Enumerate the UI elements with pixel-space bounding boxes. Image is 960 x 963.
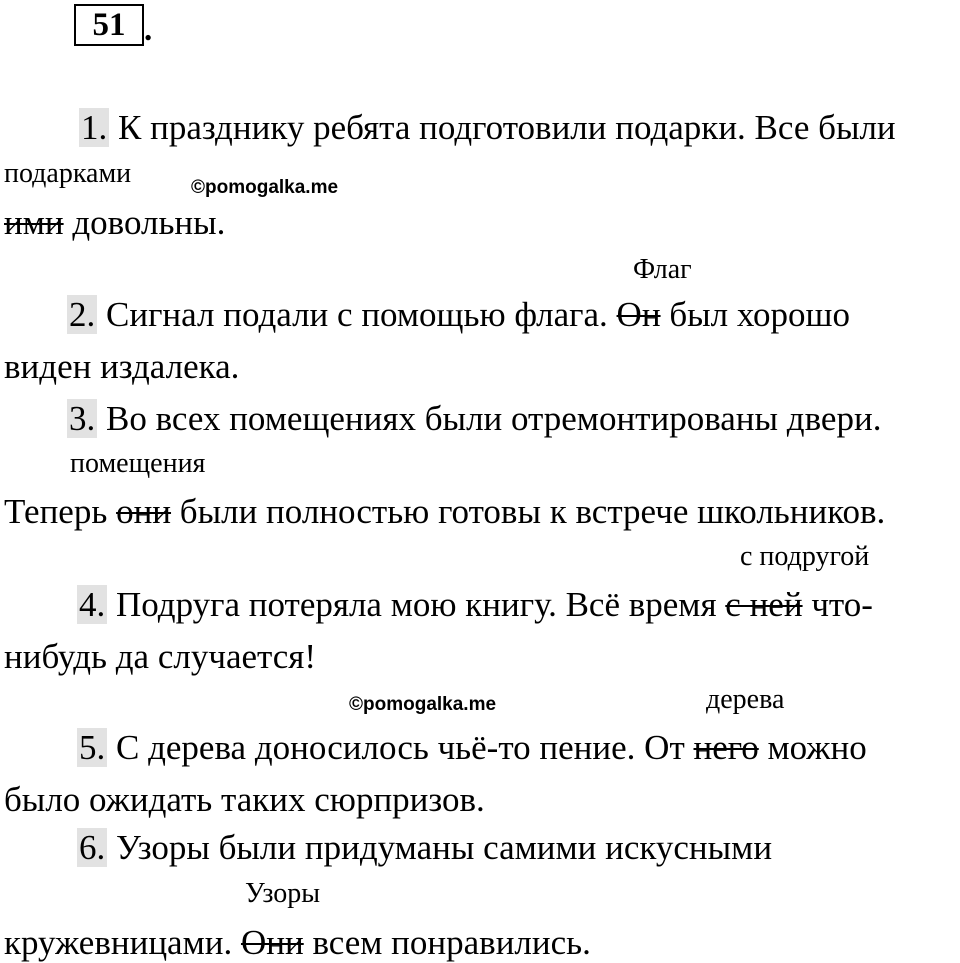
item-3-line-1: 3. Во всех помещениях были отремонтированы двери. <box>69 399 882 438</box>
item-5-number: 5. <box>79 728 106 767</box>
item-4-correction: с подругой <box>740 541 870 572</box>
item-1-line-2 <box>4 205 225 240</box>
task-number-box <box>74 4 144 46</box>
watermark: ©pomogalka.me <box>191 177 339 198</box>
item-4-number: 4. <box>79 585 106 624</box>
item-3-struck-word: они <box>116 492 172 531</box>
item-5-line-2: было ожидать таких сюрпризов. <box>4 780 485 819</box>
item-1-number: 1. <box>81 108 108 147</box>
item-3-correction: помещения <box>70 448 206 479</box>
task-number-dot: . <box>144 12 153 48</box>
watermark-2: ©pomogalka.me <box>349 694 497 715</box>
item-5-struck-word: него <box>693 728 759 767</box>
item-4-line-2: нибудь да случается! <box>4 637 317 676</box>
item-6-number: 6. <box>79 828 106 867</box>
item-1-text-rest: довольны. <box>63 203 226 242</box>
item-6-struck-word: Они <box>240 923 304 962</box>
item-2-number: 2. <box>69 295 96 334</box>
item-6-line-1: 6. Узоры были придуманы самими искусными <box>79 828 773 867</box>
item-6-correction: Узоры <box>245 878 321 909</box>
item-1-text: К празднику ребята подготовили подарки. Все были <box>109 108 896 147</box>
item-2-struck-word: Он <box>616 295 661 334</box>
item-3-line-2: Теперь они были полностью готовы к встрече школьников. <box>4 492 886 531</box>
item-2-line-2: виден издалека. <box>4 347 240 386</box>
item-2-correction: Флаг <box>633 254 692 285</box>
item-6-line-2: кружевницами. Они всем понравились. <box>4 923 591 962</box>
item-4-line-1: 4. Подруга потеряла мою книгу. Всё время с ней что- <box>79 585 873 624</box>
item-5-correction: дерева <box>706 684 785 715</box>
item-4-struck-word: с ней <box>725 585 803 624</box>
task-number: 51 <box>92 7 126 43</box>
item-1-struck-word: ими <box>4 203 64 242</box>
item-1-correction: подарками <box>4 158 132 189</box>
item-2-line-1: 2. Сигнал подали с помощью флага. Он был хорошо <box>69 295 850 334</box>
item-5-line-1: 5. С дерева доносилось чьё-то пение. От него можно <box>79 728 867 767</box>
item-3-number: 3. <box>69 399 96 438</box>
item-1-line-1 <box>79 110 896 145</box>
